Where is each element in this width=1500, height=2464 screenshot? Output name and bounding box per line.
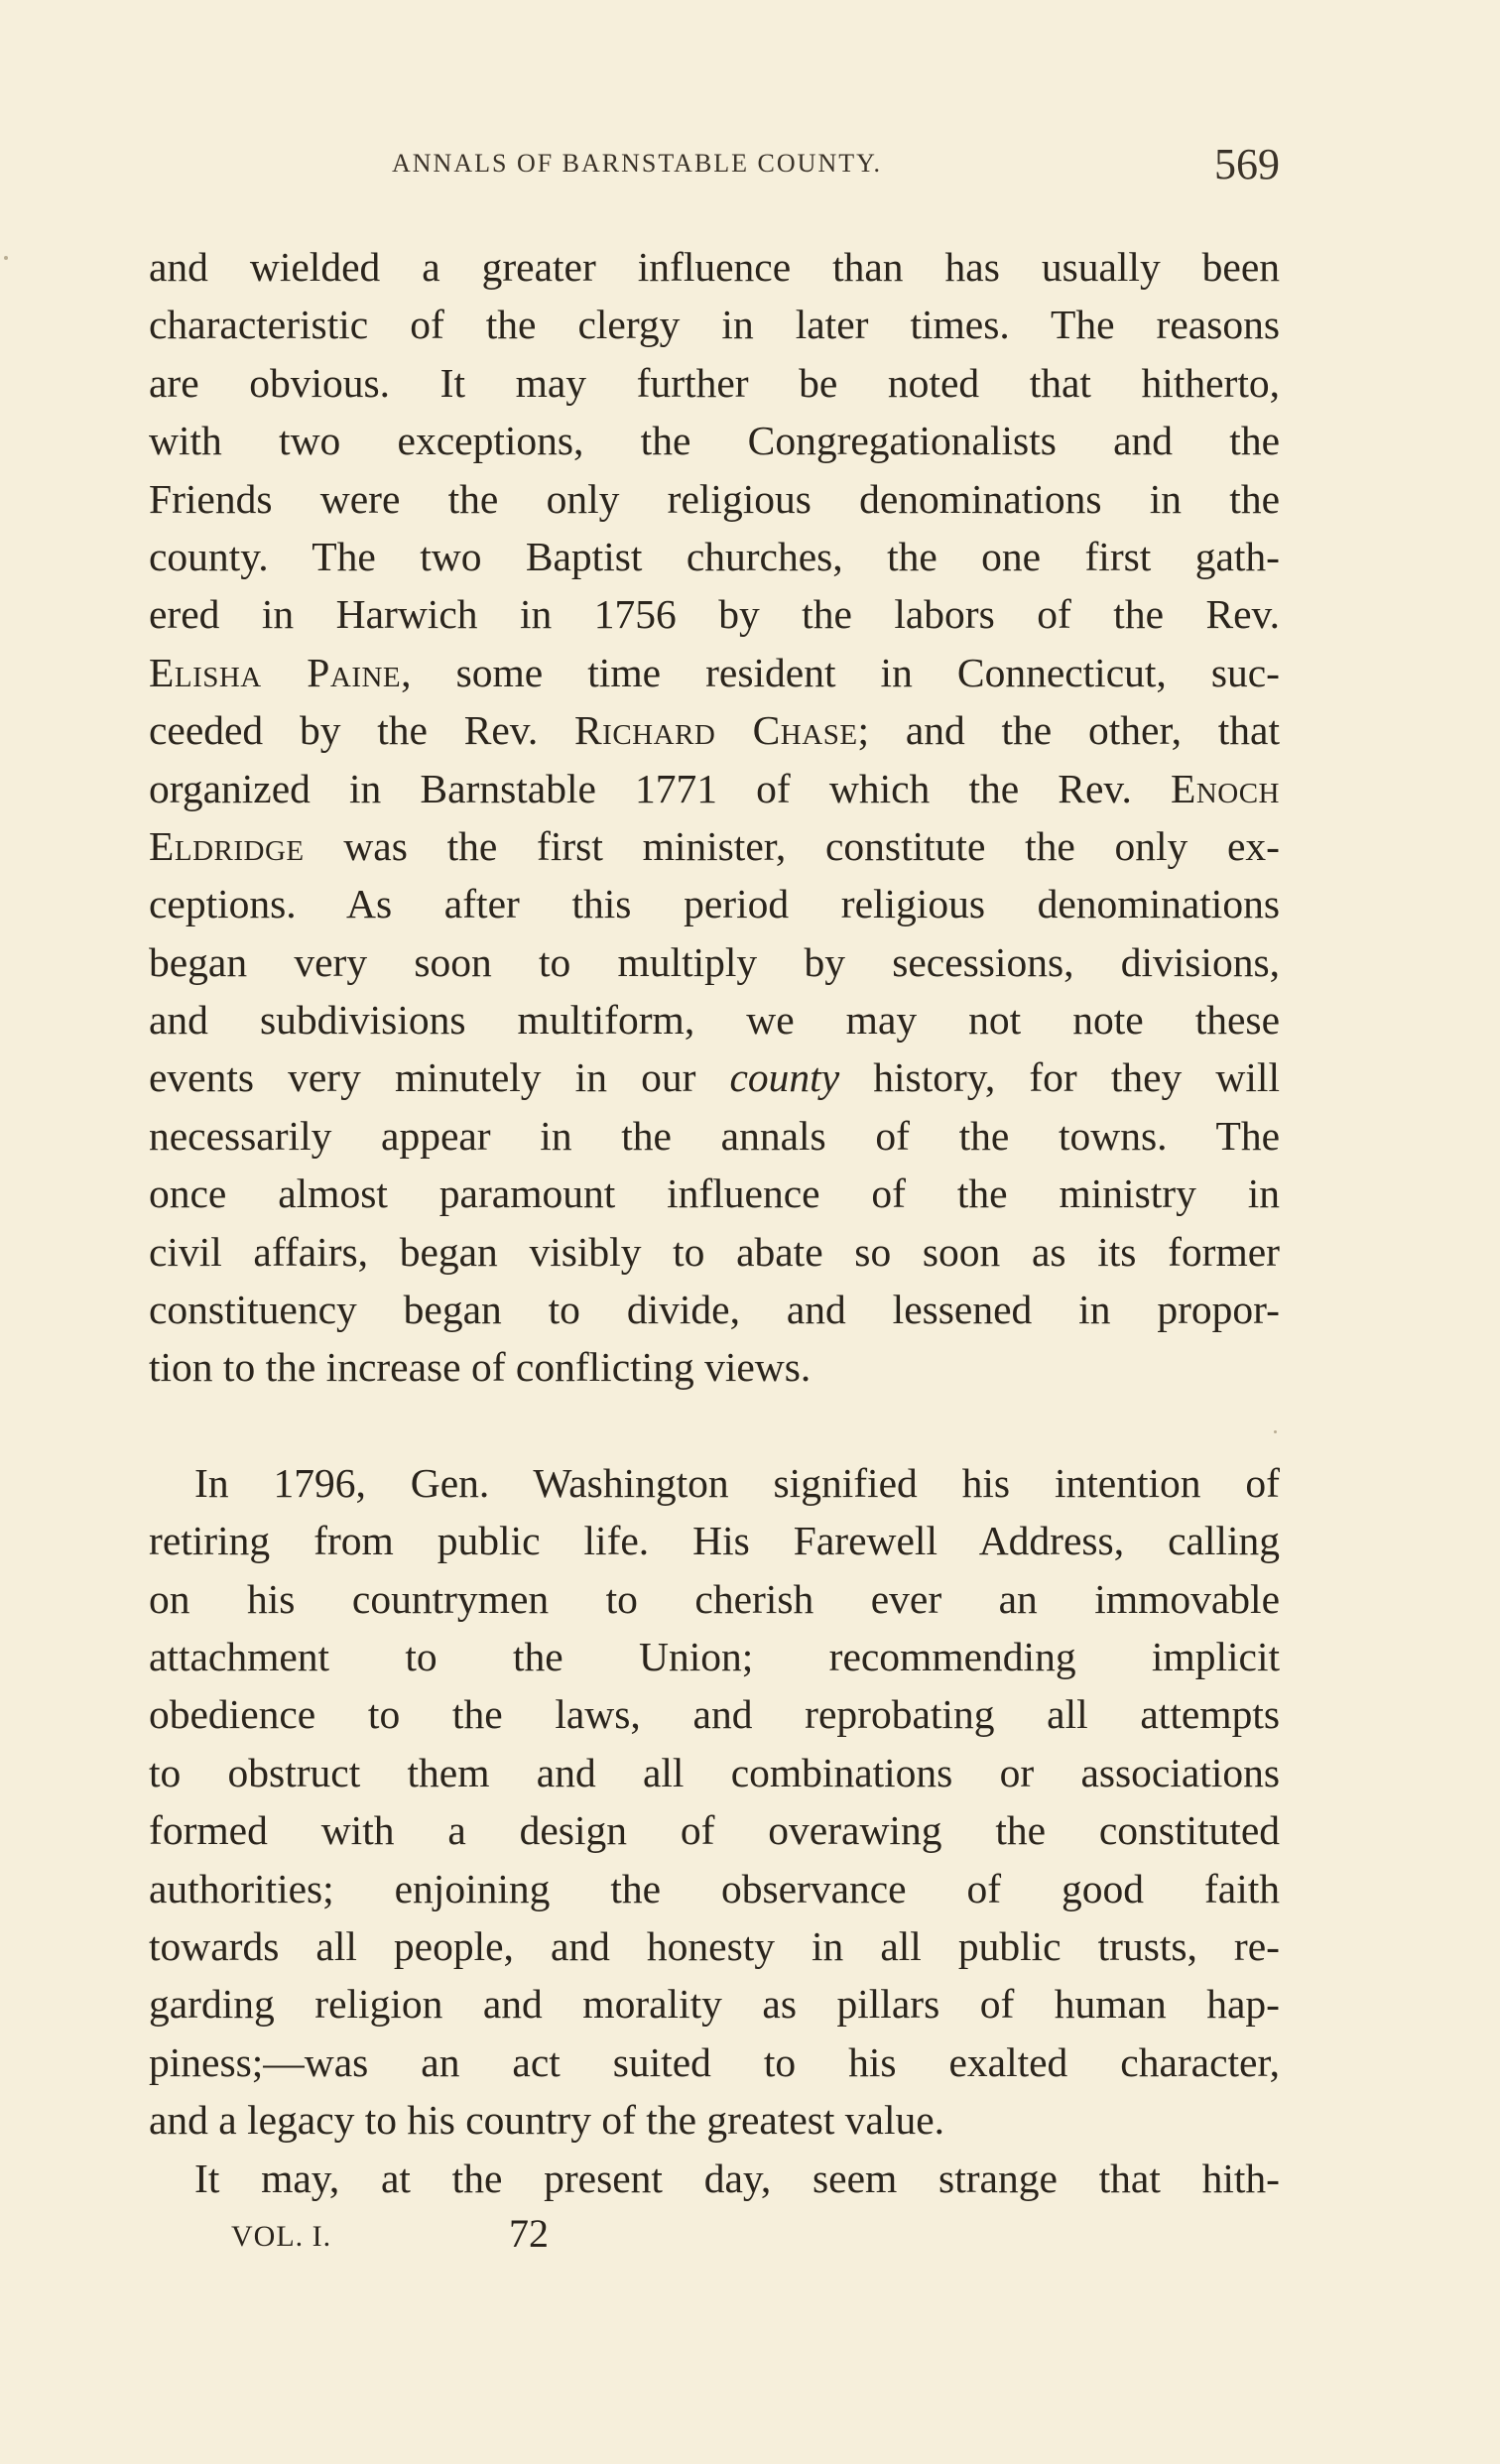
text-line: ered in Harwich in 1756 by the labors of the Rev.	[149, 591, 1280, 638]
proper-name: Richard Chase	[574, 707, 858, 754]
text-line: necessarily appear in the annals of the towns. The	[149, 1112, 1280, 1159]
text-line: and a legacy to his country of the greatest value.	[149, 2097, 945, 2144]
proper-name: Enoch	[1170, 765, 1280, 811]
text-line: garding religion and morality as pillars of human hap-	[149, 1981, 1280, 2028]
text-line: towards all people, and honesty in all public trusts, re-	[149, 1922, 1280, 1969]
text-line: attachment to the Union; recommending implicit	[149, 1633, 1280, 1679]
text-line: Friends were the only religious denominations in the	[149, 475, 1280, 522]
text-line: piness;—was an act suited to his exalted character,	[149, 2038, 1280, 2085]
text-line: once almost paramount influence of the ministry in	[149, 1170, 1280, 1217]
emphasis: county	[729, 1054, 840, 1101]
text-line: formed with a design of overawing the constituted	[149, 1807, 1280, 1854]
signature-mark: 72	[509, 2211, 549, 2256]
text-line: and wielded a greater influence than has usually been	[149, 244, 1280, 290]
body-text	[149, 238, 1280, 2207]
text-line: tion to the increase of conflicting views.	[149, 1344, 812, 1391]
text-line: county. The two Baptist churches, the one first gath-	[149, 533, 1280, 579]
text-line: events very minutely in our county history, for they will	[149, 1054, 1280, 1101]
paper-speck	[4, 256, 8, 260]
paragraph-continuation	[149, 2150, 1280, 2207]
text-line: Elisha Paine, some time resident in Connecticut, suc-	[149, 649, 1280, 695]
text-line: constituency began to divide, and lessened in propor-	[149, 1287, 1280, 1333]
paragraph-gap	[149, 1397, 1280, 1454]
page-number: 569	[1214, 140, 1280, 188]
text-line: In 1796, Gen. Washington signified his intention of	[194, 1459, 1280, 1506]
text-line: retiring from public life. His Farewell Address, calling	[149, 1518, 1280, 1564]
text-line: are obvious. It may further be noted that hitherto,	[149, 359, 1280, 406]
running-head: ANNALS OF BARNSTABLE COUNTY.	[392, 149, 883, 178]
text-line: ceeded by the Rev. Richard Chase; and the other, that	[149, 707, 1280, 754]
text-line: obedience to the laws, and reprobating all attempts	[149, 1691, 1280, 1738]
paper-speck	[1274, 1430, 1277, 1433]
text-line: began very soon to multiply by secessions, divisions,	[149, 938, 1280, 985]
text-line: on his countrymen to cherish ever an immovable	[149, 1575, 1280, 1622]
text-line: civil affairs, began visibly to abate so soon as its former	[149, 1228, 1280, 1275]
paragraph-clergy-influence	[149, 238, 1280, 1397]
text-line: It may, at the present day, seem strange that hith-	[194, 2155, 1280, 2201]
text-line: characteristic of the clergy in later times. The reasons	[149, 302, 1280, 348]
text-line: and subdivisions multiform, we may not note these	[149, 997, 1280, 1044]
paragraph-washington-farewell	[149, 1454, 1280, 2150]
text-line: organized in Barnstable 1771 of which the Rev. Enoch	[149, 765, 1280, 811]
text-line: authorities; enjoining the observance of good faith	[149, 1865, 1280, 1911]
text-line: with two exceptions, the Congregationalists and the	[149, 418, 1280, 464]
proper-name: Eldridge	[149, 822, 305, 869]
text-line: Eldridge was the first minister, constitute the only ex-	[149, 822, 1280, 869]
text-line: to obstruct them and all combinations or associations	[149, 1749, 1280, 1795]
page-footer	[231, 2210, 727, 2270]
volume-label: VOL. I.	[231, 2220, 332, 2253]
proper-name: Elisha Paine	[149, 649, 402, 695]
text-line: ceptions. As after this period religious denominations	[149, 881, 1280, 927]
page-header	[149, 139, 1280, 198]
